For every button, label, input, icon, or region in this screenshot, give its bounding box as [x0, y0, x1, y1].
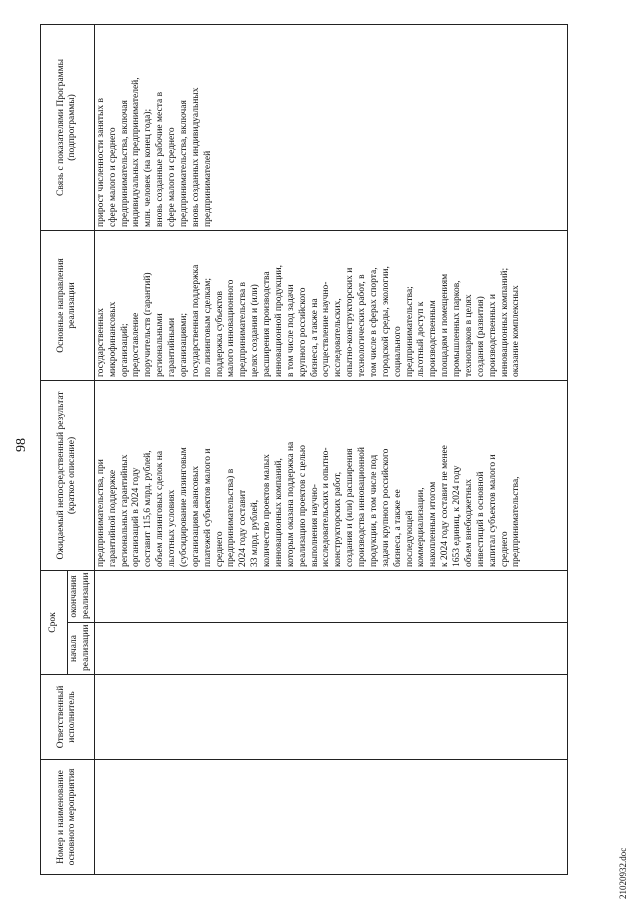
- cell-number-name: [94, 760, 567, 875]
- table-header-row: [41, 24, 68, 874]
- table-row: [94, 24, 567, 874]
- program-measures-table: [40, 24, 568, 875]
- document-code: 21020932.doc: [618, 847, 628, 899]
- cell-executor: [94, 675, 567, 760]
- cell-link-indicators: прирост численности занятых в сфере малого и среднего предпринимательства, включая индивидуальных предпринимателей, млн. человек (на конец года); вновь созданные рабочие места в сфере малого и среднего предпринимательства, включая вновь созданных индивидуальных предпринимателей: [94, 24, 567, 230]
- cell-term-start: [94, 623, 567, 675]
- header-term-end: окончания реализации: [68, 570, 95, 622]
- page-number: 98: [14, 438, 29, 452]
- header-term-start: начала реализации: [68, 623, 95, 675]
- header-executor: Ответственный исполнитель: [41, 675, 95, 760]
- cell-term-end: [94, 570, 567, 622]
- header-term: Срок: [41, 570, 68, 674]
- header-expected-result: Ожидаемый непосредственный результат (краткое описание): [41, 380, 95, 570]
- cell-expected-result: предпринимательства, при гарантийной поддержке региональных гарантийных организаций в 2024 году составит 115,6 млрд. рублей, объем лизинговых сделок на льготных условиях (субсидирование лизинговым организациям авансовых платежей субъектов малого и среднего предпринимательства) в 2024 году составит 33 млрд. рублей, количество проектов малых инновационных компаний, которым оказана поддержка на реализацию проектов с целью выполнения научно- исследовательских и опытно- конструкторских работ, создания и (или) расширения производства инновационной продукции, в том числе под задачи крупного российского бизнеса, а также ее последующей коммерциализации, накопленным итогом к 2024 году составит не менее 1653 единиц, к 2024 году объем внебюджетных инвестиций в основной капитал субъектов малого и среднего предпринимательства,: [94, 380, 567, 570]
- cell-main-directions: государственных микрофинансовых организаций; предоставление поручительств (гарантий) региональными гарантийными организациями; государственная поддержка по лизинговым сделкам; поддержка субъектов малого инновационного предпринимательства в целях создания и (или) расширения производства инновационной продукции, в том числе под задачи крупного российского бизнеса, а также на осуществление научно- исследовательских, опытно-конструкторских и технологических работ, в том числе в сферах спорта, городской среды, экологии, социального предпринимательства; льготный доступ к производственным площадям и помещениям промышленных парков, технопарков в целях создания (развития) производственных и инновационных компаний; оказание комплексных: [94, 230, 567, 380]
- header-main-directions: Основные направления реализации: [41, 230, 95, 380]
- header-link-indicators: Связь с показателями Программы (подпрограммы): [41, 24, 95, 230]
- header-number-name: Номер и наименование основного мероприятия: [41, 760, 95, 875]
